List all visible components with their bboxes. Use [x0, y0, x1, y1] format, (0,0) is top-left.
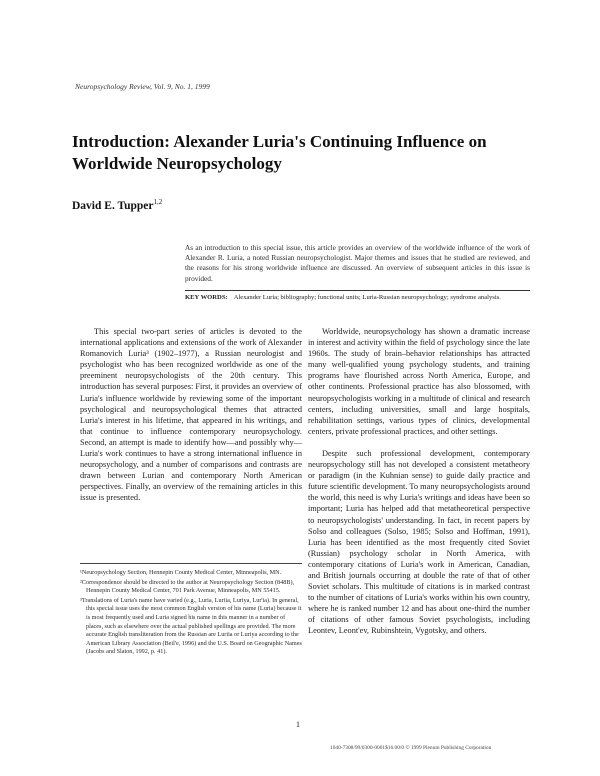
- body-paragraph: This special two-part series of articles is devoted to the international applications and extensions of the work of Alexander Romanovich Luria³ (1902–1977), a Russian neurologist and psychologist who has been recognized worldwide as one of the preeminent neuropsychologists of the 20th century. This introduction has several purposes: First, it provides an overview of Luria's influence worldwide by reviewing some of the important psychological and neuropsychological themes that attracted Luria's interest in his lifetime, that appeared in his writings, and that continue to influence contemporary neuropsychology. Second, an attempt is made to identify how—and possibly why—Luria's work continues to have a strong international influence in neuropsychology, and a number of comparisons and contrasts are drawn between Lurian and contemporary North American perspectives. Finally, an overview of the remaining articles in this issue is presented.: [80, 327, 302, 503]
- body-column-right: [308, 326, 530, 637]
- author-name: David E. Tupper: [72, 199, 154, 212]
- keywords-line: [185, 290, 530, 301]
- footnote: ²Correspondence should be directed to the author at Neuropsychology Section (848B), Hennepin County Medical Center, 701 Park Avenue, Minneapolis, MN 55415.: [80, 578, 295, 595]
- keywords-text: Alexander Luria; bibliography; functional units; Luria-Russian neuropsychology; syndrome analysis.: [233, 294, 501, 301]
- article-title: Introduction: Alexander Luria's Continuing Influence on Worldwide Neuropsychology: [72, 132, 487, 173]
- footnote: ³Translations of Luria's name have varied (e.g., Luria, Luriia, Luriya, Lur'ia). In general, this special issue uses the most common English version of his name (Luria) because it is most frequently used and Luria signed his name in this manner in a number of places, such as elsewhere over the actual published spellings are provided. The more accurate English transliteration from the Russian are Luriia or Luriya according to the American Library Association (Beil'e, 1996) and the U.S. Board on Geographic Names (Jacobs and Slaton, 1992, p. 41).: [80, 596, 302, 656]
- running-head: Neuropsychology Review, Vol. 9, No. 1, 1999: [75, 82, 210, 91]
- author-affiliation-marks: 1,2: [153, 198, 163, 206]
- publisher-line: 1040-7308/99/0300-0001$16.00/0 © 1999 Plenum Publishing Corporation: [330, 745, 492, 751]
- footnote: ¹Neuropsychology Section, Hennepin County Medical Center, Minneapolis, MN.: [80, 569, 282, 576]
- keywords-label: KEY WORDS:: [185, 294, 228, 301]
- body-column-left: [80, 326, 302, 504]
- abstract: As an introduction to this special issue, this article provides an overview of the worldwide influence of the work of Alexander R. Luria, a noted Russian neuropsychologist. Major themes and issues that he studied are reviewed, and the reasons for his strong worldwide influence are discussed. An overview of subsequent articles in this issue is provided.: [185, 243, 530, 283]
- body-paragraph: Worldwide, neuropsychology has shown a dramatic increase in interest and activity within the field of psychology since the late 1960s. The study of brain–behavior relationships has attracted many well-qualified young psychology students, and training programs have flourished across North America, Europe, and other continents. Professional practice has also blossomed, with neuropsychologists working in a multitude of clinical and research centers, including universities, small and large hospitals, rehabilitation settings, various types of clinics, developmental centers, private professional practices, and other settings.: [308, 327, 530, 436]
- body-paragraph: Despite such professional development, contemporary neuropsychology still has not developed a consistent metatheory or paradigm (in the Kuhnian sense) to guide daily practice and future scientific development. To many neuropsychologists around the world, this need is why Luria's writings and ideas have been so important; Luria has helped add that metatheoretical perspective to neuropsychologists' understanding. In fact, in recent papers by Solso and colleagues (Solso, 1985; Solso and Hoffman, 1991), Luria has been identified as the most frequently cited Soviet (Russian) psychology scholar in North America, with contemporary citations of Luria's work in American, Canadian, and British journals occurring at double the rate of that of other Soviet scholars. This multitude of citations is in marked contrast to the number of citations of Luria's works within his own country, where he is ranked number 12 and has about one-third the number of citations of other famous Soviet psychologists, including Leontev, Leont'ev, Rubinshtein, Vygotsky, and others.: [308, 448, 530, 636]
- author-byline: [72, 198, 162, 212]
- page-number: 1: [296, 720, 300, 729]
- footnotes: [80, 563, 302, 658]
